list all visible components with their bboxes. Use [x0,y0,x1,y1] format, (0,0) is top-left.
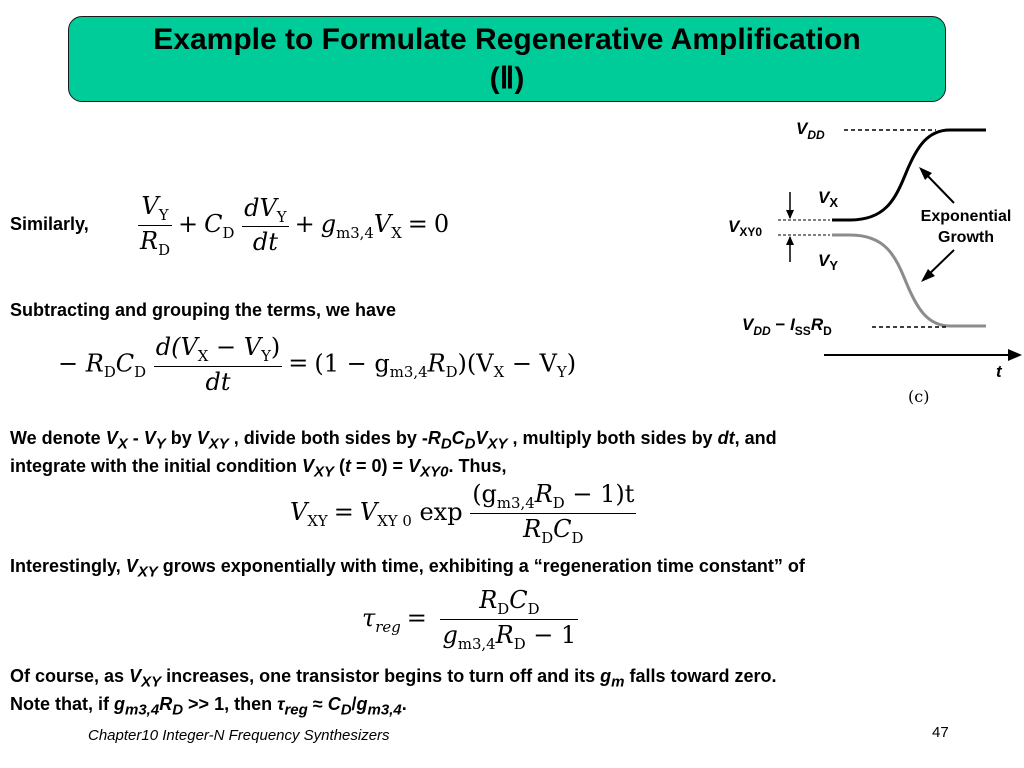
slide-subtitle: (Ⅱ) [489,62,525,95]
time-axis-label: t [996,362,1002,381]
of-course-line: Of course, as $V_{XY}$ increases, one transistor begins to turn off and its $g_m$ falls toward zero. [10,666,777,691]
growth-label-1: Exponential [920,208,1012,225]
vx-label: $V_X$ [818,188,839,210]
vdd-label: $V_{DD}$ [796,119,825,142]
arrow-down-head [786,210,794,219]
similarly-label: Similarly, [10,214,89,234]
equation-2: − $R_DC_D$ $\frac{d(V_X - V_Y)}{dt}$ = $(1 - g_{m3,4}R_D)(V_X - V_Y)$ [58,333,577,396]
vxy0-label: $V_{XY0}$ [728,217,763,239]
title-box [68,16,946,102]
footer-chapter: Chapter10 Integer-N Frequency Synthesizers [88,727,390,744]
note-line: Note that, if $g_{m3,4}R_D >> 1$, then $\tau_{reg} \approx C_D/g_{m3,4}$. [10,694,407,719]
subtracting-text: Subtracting and grouping the terms, we have [10,300,397,320]
equation-1: $\frac{V_Y}{R_D}$ + $C_D$ $\frac{dV_Y}{dt}$ + $g_{m3,4}V_X = 0$ [140,192,450,259]
vy-label: $V_Y$ [818,251,839,273]
interestingly-line: Interestingly, $V_{XY}$ grows exponentially with time, exhibiting a “regeneration time constant” of [10,556,805,581]
integrate-line: integrate with the initial condition $V_{XY}$ $(t = 0) = V_{XY0}$. Thus, [10,456,507,481]
figure-label-c: (c) [908,387,930,406]
eq2-frac: $\frac{d(V_X - V_Y)}{dt}$ [155,333,281,396]
equation-3: $V_{XY} = V_{XY 0}$ exp $\frac{(g_{m3,4}R_D - 1)t}{R_DC_D}$ [290,480,635,547]
denote-line: We denote $V_X - V_Y$ by $V_{XY}$ , divide both sides by $-R_DC_DV_{XY}$ , multiply both sides by dt, and [10,428,777,453]
vx-curve [832,130,986,220]
growth-label-2: Growth [938,229,994,246]
arrow-up-head [786,236,794,245]
regeneration-waveform-diagram [720,108,1024,410]
page-number: 47 [932,724,949,741]
eq3-frac: $\frac{(g_{m3,4}R_D - 1)t}{R_DC_D}$ [472,480,635,547]
equation-4: $\tau_{reg}$ = $\frac{R_DC_D}{g_{m3,4}R_D - 1}$ [362,586,577,653]
eq1-frac-dvy-dt: $\frac{dV_Y}{dt}$ [244,193,287,257]
vy-curve [832,235,986,326]
vdd-minus-iss-rd-label: $V_{DD} - I_{SS}R_D$ [742,315,832,338]
eq1-frac-vy-rd: $\frac{V_Y}{R_D}$ [140,192,171,259]
eq4-frac: $\frac{R_DC_D}{g_{m3,4}R_D - 1}$ [442,586,577,653]
time-axis-arrowhead [1008,349,1022,361]
slide-title: Example to Formulate Regenerative Amplification [153,23,861,56]
